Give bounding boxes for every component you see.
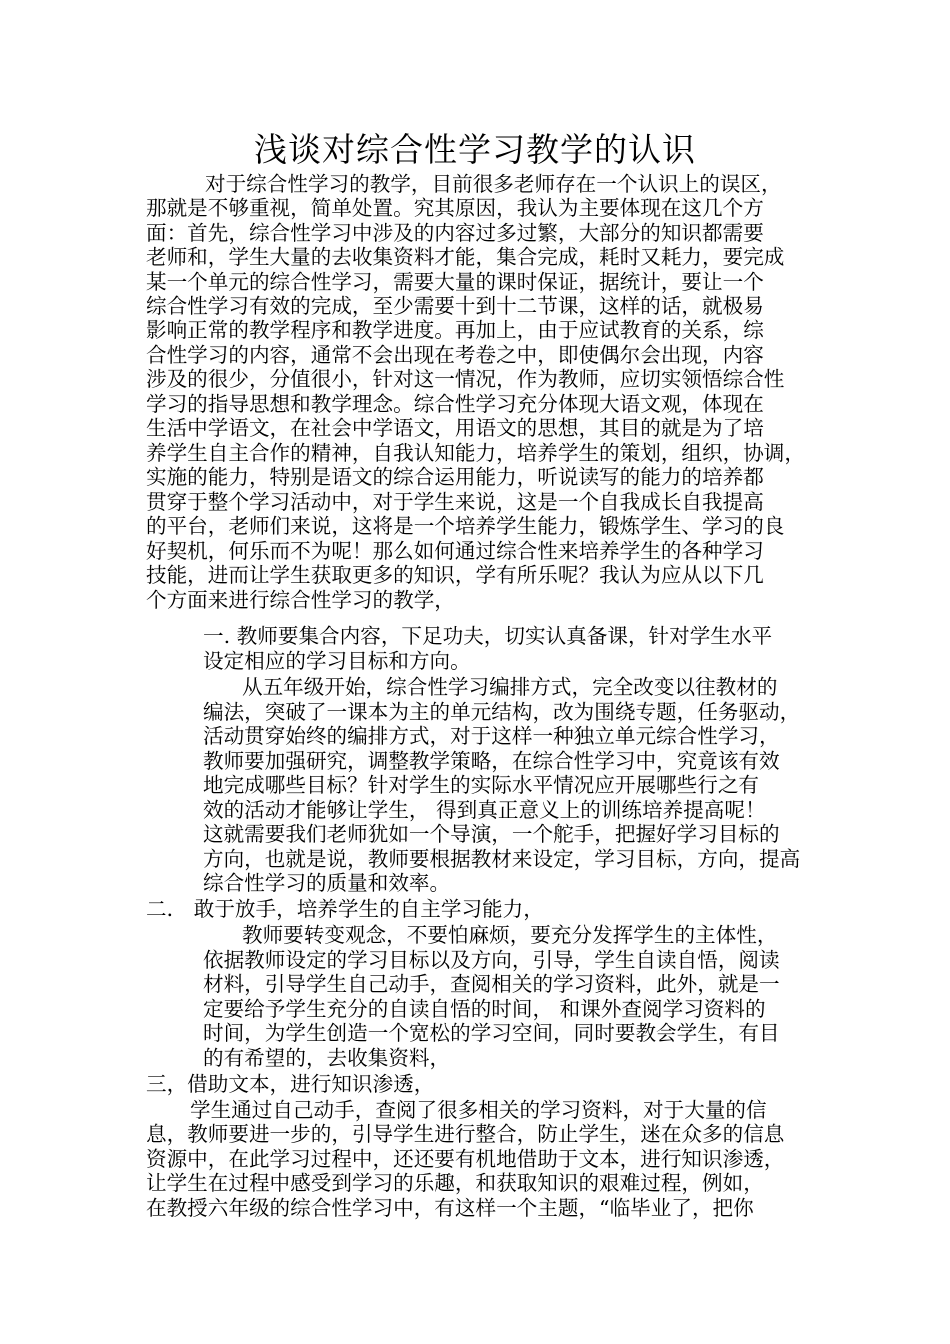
text-line: 设定相应的学习目标和方向。 [203, 649, 471, 673]
text-line: 时间，为学生创造一个宽松的学习空间，同时要教会学生，有目 [203, 1021, 780, 1045]
text-line: 实施的能力，特别是语文的综合运用能力，听说读写的能力的培养都 [146, 465, 764, 489]
text-line: 教师要加强研究，调整教学策略，在综合性学习中，究竟该有效 [203, 749, 780, 773]
text-line: 地完成哪些目标？针对学生的实际水平情况应开展哪些行之有 [203, 773, 760, 797]
text-line: 效的活动才能够让学生， 得到真正意义上的训练培养提高呢！ [203, 798, 766, 822]
text-line: 贯穿于整个学习活动中，对于学生来说，这是一个自我成长自我提高 [146, 490, 764, 514]
text-line: 学习的指导思想和教学理念。综合性学习充分体现大语文观，体现在 [146, 392, 764, 416]
text-line: 面：首先，综合性学习中涉及的内容过多过繁，大部分的知识都需要 [146, 221, 764, 245]
text-line: 材料，引导学生自己动手，查阅相关的学习资料，此外，就是一 [203, 972, 780, 996]
text-line: 涉及的很少，分值很小，针对这一情况，作为教师，应切实领悟综合性 [146, 367, 785, 391]
text-line: 活动贯穿始终的编排方式，对于这样一种独立单元综合性学习， [203, 724, 780, 748]
text-line: 二． 敢于放手，培养学生的自主学习能力， [146, 897, 544, 921]
text-line: 的有希望的，去收集资料， [203, 1046, 451, 1070]
text-line: 方向，也就是说，教师要根据教材来设定，学习目标，方向，提高 [203, 847, 801, 871]
text-line: 在教授六年级的综合性学习中，有这样一个主题，“临毕业了，把你 [146, 1196, 754, 1220]
text-line: 综合性学习的质量和效率。 [203, 871, 451, 895]
text-line: 三，借助文本，进行知识渗透， [146, 1072, 435, 1096]
text-line: 技能，进而让学生获取更多的知识，学有所乐呢？我认为应从以下几 [146, 563, 764, 587]
text-line: 一. 教师要集合内容，下足功夫，切实认真备课，针对学生水平 [203, 624, 773, 648]
text-line: 影响正常的教学程序和教学进度。再加上，由于应试教育的关系，综 [146, 318, 764, 342]
text-line: 合性学习的内容，通常不会出现在考卷之中，即使偶尔会出现，内容 [146, 343, 764, 367]
text-line: 让学生在过程中感受到学习的乐趣，和获取知识的艰难过程，例如， [146, 1171, 764, 1195]
text-line: 养学生自主合作的精神，自我认知能力，培养学生的策划，组织，协调， [146, 441, 805, 465]
text-line: 资源中，在此学习过程中，还还要有机地借助于文本，进行知识渗透， [146, 1147, 785, 1171]
text-line: 这就需要我们老师犹如一个导演，一个舵手，把握好学习目标的 [203, 822, 780, 846]
text-line: 依据教师设定的学习目标以及方向，引导，学生自读自悟，阅读 [203, 948, 780, 972]
text-line: 学生通过自己动手，查阅了很多相关的学习资料，对于大量的信 [190, 1098, 767, 1122]
text-line: 好契机，何乐而不为呢！那么如何通过综合性来培养学生的各种学习 [146, 539, 764, 563]
text-line: 的平台，老师们来说，这将是一个培养学生能力，锻炼学生、学习的良 [146, 514, 785, 538]
text-line: 息，教师要进一步的，引导学生进行整合，防止学生，迷在众多的信息 [146, 1122, 785, 1146]
document-title: 浅谈对综合性学习教学的认识 [254, 130, 696, 169]
text-line: 老师和，学生大量的去收集资料才能，集合完成，耗时又耗力，要完成 [146, 245, 785, 269]
text-line: 从五年级开始，综合性学习编排方式，完全改变以往教材的 [242, 675, 778, 699]
text-line: 教师要转变观念，不要怕麻烦，要充分发挥学生的主体性， [242, 923, 778, 947]
text-line: 编法，突破了一课本为主的单元结构，改为围绕专题，任务驱动， [203, 700, 801, 724]
text-line: 某一个单元的综合性学习，需要大量的课时保证，据统计，要让一个 [146, 270, 764, 294]
text-line: 综合性学习有效的完成，至少需要十到十二节课，这样的话，就极易 [146, 294, 764, 318]
text-line: 个方面来进行综合性学习的教学， [146, 588, 455, 612]
text-line: 对于综合性学习的教学，目前很多老师存在一个认识上的误区， [205, 172, 782, 196]
text-line: 那就是不够重视，简单处置。究其原因，我认为主要体现在这几个方 [146, 196, 764, 220]
text-line: 定要给予学生充分的自读自悟的时间， 和课外查阅学习资料的 [203, 997, 766, 1021]
text-line: 生活中学语文，在社会中学语文，用语文的思想，其目的就是为了培 [146, 416, 764, 440]
